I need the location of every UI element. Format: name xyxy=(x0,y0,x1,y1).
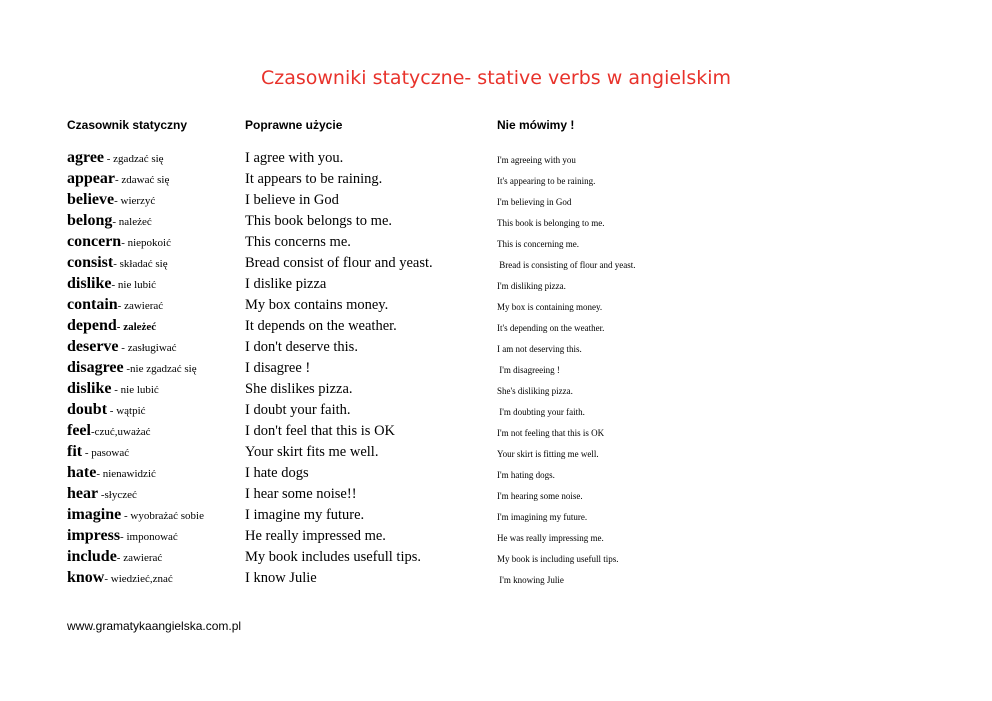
verb-translation: - zdawać się xyxy=(115,174,170,186)
verb-translation: - wątpić xyxy=(107,405,146,417)
verb-translation: - pasować xyxy=(82,447,130,459)
verb-word: consist xyxy=(67,254,114,271)
table-row xyxy=(0,569,992,590)
table-row xyxy=(0,380,992,401)
table-row xyxy=(0,506,992,527)
verb-translation: - niepokoić xyxy=(121,237,171,249)
verb-cell xyxy=(67,254,168,273)
wrong-usage-cell: I'm not feeling that this is OK xyxy=(497,428,605,438)
table-row xyxy=(0,401,992,422)
correct-usage-cell: This book belongs to me. xyxy=(245,213,393,229)
verb-translation: - wyobrażać sobie xyxy=(121,510,204,522)
correct-usage-cell: He really impressed me. xyxy=(245,528,386,544)
table-row xyxy=(0,233,992,254)
correct-usage-cell: I dislike pizza xyxy=(245,276,327,292)
correct-usage-cell: My box contains money. xyxy=(245,297,389,313)
verb-translation: - nienawidzić xyxy=(96,468,156,480)
verb-word: hate xyxy=(67,464,97,481)
wrong-usage-cell: I'm hearing some noise. xyxy=(497,491,583,501)
table-row xyxy=(0,485,992,506)
wrong-usage-cell: This book is belonging to me. xyxy=(497,218,605,228)
correct-usage-cell: I hate dogs xyxy=(245,465,309,481)
verb-word: appear xyxy=(67,170,115,187)
verb-cell xyxy=(67,317,156,336)
verb-word: imagine xyxy=(67,506,122,523)
verb-table xyxy=(0,149,992,590)
verb-word: know xyxy=(67,569,105,586)
verb-word: doubt xyxy=(67,401,108,418)
wrong-usage-cell: My box is containing money. xyxy=(497,302,603,312)
correct-usage-cell: I don't feel that this is OK xyxy=(245,423,396,439)
verb-translation: - nie lubić xyxy=(111,279,157,291)
verb-word: fit xyxy=(67,443,83,460)
page-title: Czasowniki statyczne- stative verbs w angielskim xyxy=(260,67,732,89)
correct-usage-cell: I hear some noise!! xyxy=(245,486,357,502)
wrong-usage-cell: I'm knowing Julie xyxy=(497,575,564,585)
correct-usage-cell: It depends on the weather. xyxy=(245,318,397,334)
table-row xyxy=(0,170,992,191)
verb-word: contain xyxy=(67,296,118,313)
wrong-usage-cell: My book is including usefull tips. xyxy=(497,554,619,564)
wrong-usage-cell: He was really impressing me. xyxy=(497,533,604,543)
verb-translation: -czuć,uważać xyxy=(90,426,151,438)
verb-translation: - zasługiwać xyxy=(118,342,177,354)
table-row xyxy=(0,548,992,569)
table-row xyxy=(0,254,992,275)
wrong-usage-cell: It's appearing to be raining. xyxy=(497,176,596,186)
verb-translation: - zgadzać się xyxy=(104,153,164,165)
verb-word: dislike xyxy=(67,380,112,397)
table-row xyxy=(0,464,992,485)
verb-cell xyxy=(67,485,137,504)
wrong-usage-cell: I'm hating dogs. xyxy=(497,470,555,480)
correct-usage-cell: My book includes usefull tips. xyxy=(245,549,422,565)
verb-translation: - imponować xyxy=(120,531,178,543)
verb-cell xyxy=(67,338,177,357)
verb-cell xyxy=(67,233,171,252)
table-row xyxy=(0,191,992,212)
wrong-usage-cell: I'm disagreeing ! xyxy=(497,365,560,375)
verb-cell xyxy=(67,359,197,378)
verb-cell xyxy=(67,275,156,294)
wrong-usage-cell: I'm imagining my future. xyxy=(497,512,588,522)
verb-cell xyxy=(67,422,151,441)
correct-usage-cell: It appears to be raining. xyxy=(245,171,383,187)
verb-translation: - wiedzieć,znać xyxy=(104,573,173,585)
verb-word: depend xyxy=(67,317,117,334)
verb-cell xyxy=(67,380,159,399)
header-verb: Czasownik statyczny xyxy=(67,118,188,132)
table-row xyxy=(0,359,992,380)
footer-website: www.gramatykaangielska.com.pl xyxy=(67,619,242,633)
table-row xyxy=(0,338,992,359)
correct-usage-cell: She dislikes pizza. xyxy=(245,381,353,397)
verb-word: feel xyxy=(67,422,91,439)
correct-usage-cell: I don't deserve this. xyxy=(245,339,358,355)
table-row xyxy=(0,212,992,233)
wrong-usage-cell: I'm doubting your faith. xyxy=(497,407,585,417)
verb-cell xyxy=(67,506,204,525)
wrong-usage-cell: I'm agreeing with you xyxy=(497,155,576,165)
correct-usage-cell: I believe in God xyxy=(245,192,339,208)
verb-translation: - wierzyć xyxy=(114,195,156,207)
verb-cell xyxy=(67,401,146,420)
verb-word: include xyxy=(67,548,117,565)
table-row xyxy=(0,275,992,296)
table-row xyxy=(0,527,992,548)
correct-usage-cell: I agree with you. xyxy=(245,150,344,166)
verb-word: disagree xyxy=(67,359,124,376)
wrong-usage-cell: I'm disliking pizza. xyxy=(497,281,566,291)
wrong-usage-cell: I'm believing in God xyxy=(497,197,572,207)
wrong-usage-cell: Your skirt is fitting me well. xyxy=(497,449,599,459)
verb-translation: - zawierać xyxy=(116,552,163,564)
verb-word: hear xyxy=(67,485,99,502)
correct-usage-cell: I disagree ! xyxy=(245,360,311,376)
verb-word: believe xyxy=(67,191,115,208)
verb-translation: - zawierać xyxy=(117,300,164,312)
verb-cell xyxy=(67,170,169,189)
table-row xyxy=(0,317,992,338)
verb-word: deserve xyxy=(67,338,119,355)
correct-usage-cell: This concerns me. xyxy=(245,234,351,250)
verb-cell xyxy=(67,569,173,588)
wrong-usage-cell: This is concerning me. xyxy=(497,239,579,249)
correct-usage-cell: I know Julie xyxy=(245,570,317,586)
table-row xyxy=(0,422,992,443)
verb-cell xyxy=(67,527,178,546)
table-row xyxy=(0,296,992,317)
verb-word: agree xyxy=(67,149,105,166)
wrong-usage-cell: She's disliking pizza. xyxy=(497,386,573,396)
header-correct-usage: Poprawne użycie xyxy=(245,118,343,132)
correct-usage-cell: Your skirt fits me well. xyxy=(245,444,379,460)
verb-cell xyxy=(67,296,163,315)
verb-cell xyxy=(67,149,164,168)
verb-translation: - nie lubić xyxy=(111,384,159,396)
verb-cell xyxy=(67,548,162,567)
verb-cell xyxy=(67,191,155,210)
correct-usage-cell: Bread consist of flour and yeast. xyxy=(245,255,433,271)
wrong-usage-cell: It's depending on the weather. xyxy=(497,323,605,333)
table-row xyxy=(0,443,992,464)
correct-usage-cell: I doubt your faith. xyxy=(245,402,351,418)
verb-word: dislike xyxy=(67,275,112,292)
correct-usage-cell: I imagine my future. xyxy=(245,507,365,523)
verb-translation: - należeć xyxy=(112,216,152,228)
verb-word: concern xyxy=(67,233,122,250)
header-wrong-usage: Nie mówimy ! xyxy=(497,118,575,132)
verb-word: impress xyxy=(67,527,121,544)
verb-cell xyxy=(67,443,129,462)
verb-translation: -nie zgadzać się xyxy=(123,363,197,375)
verb-translation: -słyczeć xyxy=(98,489,137,501)
verb-cell xyxy=(67,212,152,231)
verb-translation: - składać się xyxy=(113,258,168,270)
verb-translation: - zależeć xyxy=(116,321,157,333)
verb-word: belong xyxy=(67,212,113,229)
verb-cell xyxy=(67,464,156,483)
table-row xyxy=(0,149,992,170)
wrong-usage-cell: Bread is consisting of flour and yeast. xyxy=(497,260,636,270)
wrong-usage-cell: I am not deserving this. xyxy=(497,344,582,354)
